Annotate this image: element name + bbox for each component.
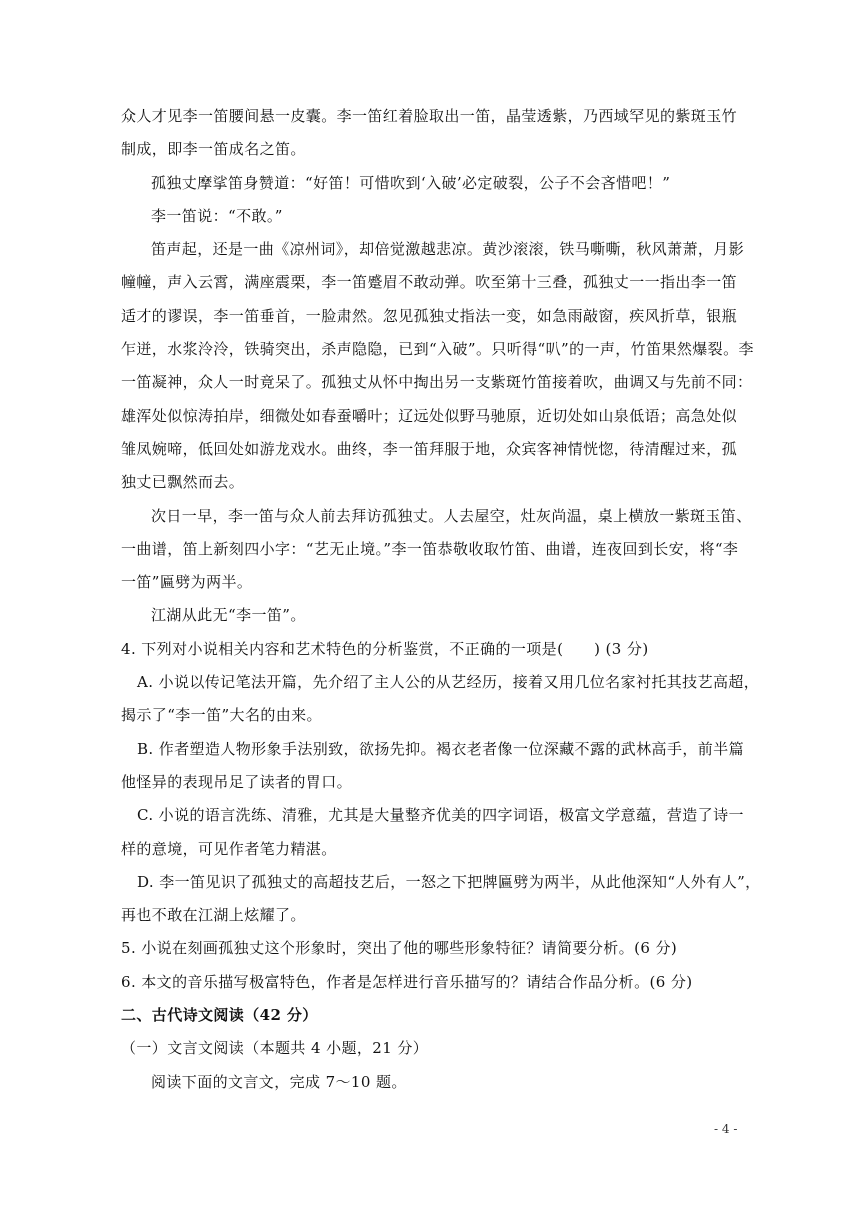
text-line: 制成，即李一笛成名之笛。	[121, 140, 306, 159]
text-line: 江湖从此无“李一笛”。	[151, 606, 306, 625]
text-line: 李一笛说：“不敢。”	[151, 206, 283, 225]
text-line: 雏凤婉啼，低回处如游龙戏水。曲终，李一笛拜服于地，众宾客神情恍惚，待清醒过来，孤	[121, 439, 738, 458]
text-line: 幢幢，声入云霄，满座震栗，李一笛蹙眉不敢动弹。吹至第十三叠，孤独丈一一指出李一笛	[121, 273, 738, 292]
text-line: 众人才见李一笛腰间悬一皮囊。李一笛红着脸取出一笛，晶莹透紫，乃西域罕见的紫斑玉竹	[121, 107, 738, 125]
text-line: 雄浑处似惊涛拍岸，细微处如春蚕嚼叶；辽远处似野马驰原，近切处如山泉低语；高急处似	[121, 406, 738, 425]
text-line: 次日一早，李一笛与众人前去拜访孤独丈。人去屋空，灶灰尚温，桌上横放一紫斑玉笛、	[151, 506, 752, 525]
option-b-cont: 他怪异的表现吊足了读者的胃口。	[121, 772, 353, 791]
text-line: 乍迸，水浆泠泠，铁骑突出，杀声隐隐，已到“入破”。只听得“叭”的一声，竹笛果然爆裂。李	[121, 340, 754, 359]
question-6: 6. 本文的音乐描写极富特色，作者是怎样进行音乐描写的？请结合作品分析。(6 分)	[121, 972, 693, 991]
page-number: - 4 -	[714, 1122, 738, 1136]
instruction-line: 阅读下面的文言文，完成 7～10 题。	[151, 1072, 407, 1091]
option-a-cont: 揭示了“李一笛”大名的由来。	[121, 706, 322, 725]
option-d-cont: 再也不敢在江湖上炫耀了。	[121, 906, 306, 925]
text-line: 一笛凝神，众人一时竟呆了。孤独丈从怀中掏出另一支紫斑竹笛接着吹，曲调又与先前不同：	[121, 373, 753, 392]
text-line: 一曲谱，笛上新刻四小字：“艺无止境。”李一笛恭敬收取竹笛、曲谱，连夜回到长安，将“李	[121, 539, 739, 558]
text-line: 独丈已飘然而去。	[121, 473, 245, 492]
subsection-heading: （一）文言文阅读（本题共 4 小题，21 分）	[121, 1039, 429, 1058]
text-line: 适才的谬误，李一笛垂首，一脸肃然。忽见孤独丈指法一变，如急雨敲窗，疾风折草，银瓶	[121, 306, 738, 325]
option-c-cont: 样的意境，可见作者笔力精湛。	[121, 839, 337, 858]
question-4: 4. 下列对小说相关内容和艺术特色的分析鉴赏，不正确的一项是( ) (3 分)	[121, 639, 649, 658]
page-content	[121, 100, 761, 1099]
option-a: A. 小说以传记笔法开篇，先介绍了主人公的从艺经历，接着又用几位名家衬托其技艺高超，	[137, 673, 760, 692]
text-line: 一笛”匾劈为两半。	[121, 573, 253, 592]
option-b: B. 作者塑造人物形象手法别致，欲扬先抑。褐衣老者像一位深藏不露的武林高手，前半篇	[137, 739, 744, 758]
text-line: 笛声起，还是一曲《凉州词》，却倍觉激越悲凉。黄沙滚滚，铁马嘶嘶，秋风萧萧，月影	[151, 240, 745, 259]
question-5: 5. 小说在刻画孤独丈这个形象时，突出了他的哪些形象特征？请简要分析。(6 分)	[121, 939, 678, 958]
text-line: 孤独丈摩挲笛身赞道：“好笛！可惜吹到‘入破’必定破裂，公子不会吝惜吧！”	[151, 173, 671, 192]
option-d: D. 李一笛见识了孤独丈的高超技艺后，一怒之下把牌匾劈为两半，从此他深知“人外有人”，	[137, 872, 761, 891]
section-heading: 二、古代诗文阅读（42 分）	[121, 1006, 318, 1025]
option-c: C. 小说的语言洗练、清雅，尤其是大量整齐优美的四字词语，极富文学意蕴，营造了诗一	[137, 806, 744, 825]
